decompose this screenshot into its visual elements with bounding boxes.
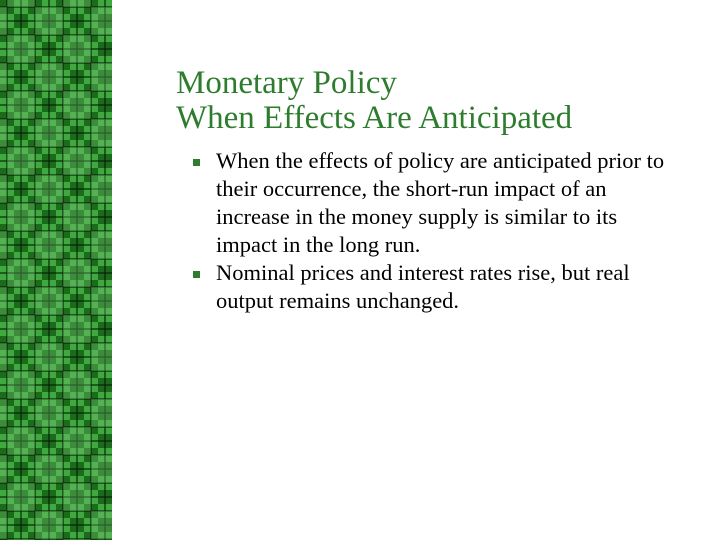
- bullet-item-1: [193, 147, 683, 259]
- bullet-text-2: Nominal prices and interest rates rise, but real output remains unchanged.: [216, 260, 630, 313]
- bullet-list: [193, 147, 683, 315]
- square-bullet-icon: [193, 271, 200, 278]
- slide-title: [176, 66, 572, 136]
- title-line-1: Monetary Policy: [176, 65, 397, 101]
- decorative-side-band: [0, 0, 112, 540]
- title-line-2: When Effects Are Anticipated: [176, 100, 573, 136]
- bullet-text-1: When the effects of policy are anticipated prior to their occurrence, the short-run impact of an increase in the money supply is similar to its impact in the long run.: [216, 148, 665, 257]
- square-bullet-icon: [193, 159, 200, 166]
- bullet-item-2: [193, 259, 683, 315]
